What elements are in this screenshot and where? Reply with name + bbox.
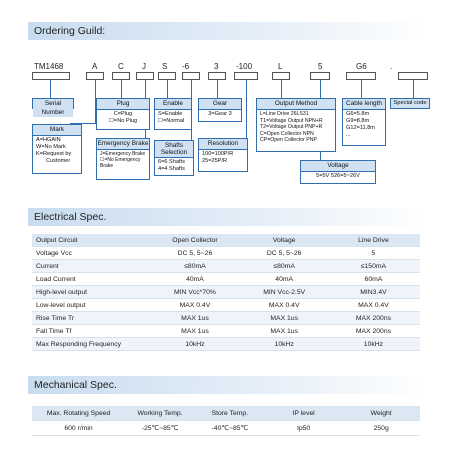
table-cell: Fall Time Tf	[32, 325, 148, 338]
box-line: T1=Voltage Output NPN+R	[260, 117, 323, 124]
connector-line	[246, 80, 247, 138]
code-slot	[182, 72, 200, 80]
mark-box	[32, 124, 82, 174]
box-line: CP=Open Collector PNP	[260, 137, 317, 143]
table-cell: DC 5, 5~26	[148, 247, 241, 260]
table-cell: MAX 200ns	[327, 312, 420, 325]
table-cell: 10kHz	[242, 338, 327, 351]
box-header: Voltage	[301, 161, 375, 172]
box-line: W=No Mark	[36, 144, 66, 150]
box-header: Emergency Brake	[97, 139, 149, 150]
table-cell: MAX 200ns	[327, 325, 420, 338]
table-cell: 60mA	[327, 273, 420, 286]
table-cell: 600 r/min	[32, 421, 125, 436]
box-line: K=Request by	[36, 151, 72, 157]
model-code: J	[142, 62, 146, 71]
table-cell: MIN Vcc-2.5V	[242, 286, 327, 299]
table-cell: Ip50	[265, 421, 343, 436]
table-cell: MAX 1us	[242, 312, 327, 325]
table-row	[32, 299, 420, 312]
gear-box	[198, 98, 242, 122]
table-cell: 40mA	[148, 273, 241, 286]
table-cell: ≤80mA	[148, 260, 241, 273]
table-cell: DC 5, 5~26	[242, 247, 327, 260]
box-line: 25=25P/R	[202, 158, 228, 164]
model-code: -100	[236, 62, 253, 71]
table-cell: Load Current	[32, 273, 148, 286]
box-header: Plug	[97, 99, 149, 110]
box-line: G12=11.8m	[346, 125, 375, 131]
table-row	[32, 421, 420, 436]
code-slot	[398, 72, 428, 80]
model-code: -6	[182, 62, 190, 71]
table-cell: Rise Time Tr	[32, 312, 148, 325]
code-slot	[136, 72, 154, 80]
table-row	[32, 260, 420, 273]
box-line: 5=5V 526=5~26V	[316, 173, 360, 179]
table-cell: MAX 1us	[148, 325, 241, 338]
box-line: J=Emergency Brake	[100, 151, 146, 157]
emergency-brake-box	[96, 138, 150, 180]
column-header: Open Collector	[148, 234, 241, 247]
code-slot	[86, 72, 104, 80]
connector-line	[281, 80, 282, 98]
table-cell: MAX 0.4V	[327, 299, 420, 312]
code-slot	[112, 72, 130, 80]
box-header: Shafts Selection	[155, 141, 193, 158]
model-code: S	[162, 62, 168, 71]
box-line: 4=4 Shafts	[158, 166, 185, 172]
table-cell: Low-level output	[32, 299, 148, 312]
box-line: C=Open Collector NPN	[260, 130, 314, 137]
table-cell: 40mA	[242, 273, 327, 286]
model-code: C	[118, 62, 124, 71]
table-cell: MIN3.4V	[327, 286, 420, 299]
code-slot	[234, 72, 258, 80]
box-header: Enable	[155, 99, 191, 110]
table-row	[32, 247, 420, 260]
table-cell: 10kHz	[327, 338, 420, 351]
connector-line	[50, 80, 51, 98]
box-line: ...	[346, 132, 351, 138]
table-cell: ≤80mA	[242, 260, 327, 273]
table-row	[32, 312, 420, 325]
code-slot	[158, 72, 176, 80]
code-slot	[346, 72, 376, 80]
output-method-box	[256, 98, 336, 152]
column-header: Weight	[342, 406, 420, 421]
box-line: ☐=Normal	[158, 118, 185, 124]
column-header: Store Temp.	[195, 406, 265, 421]
column-header: Output Circuit	[32, 234, 148, 247]
column-header: Working Temp.	[125, 406, 195, 421]
connector-line	[413, 80, 414, 98]
box-header: Special code	[391, 99, 429, 108]
table-cell: Current	[32, 260, 148, 273]
serial-number-box	[32, 98, 74, 116]
column-header: Max. Rotating Speed	[32, 406, 125, 421]
table-cell: MAX 1us	[148, 312, 241, 325]
table-cell: MIN Vcc*70%	[148, 286, 241, 299]
ordering-section-title: Ordering Guild:	[28, 22, 428, 40]
box-line: G6=5.8m	[346, 111, 370, 117]
shafts-selection-box	[154, 140, 194, 176]
mechanical-spec-table	[32, 406, 420, 436]
table-header-row	[32, 234, 420, 247]
box-line: L=Line Drive 26LS31	[260, 111, 309, 117]
resolution-box	[198, 138, 248, 172]
box-line: 100=100P/R	[202, 151, 234, 157]
table-cell: MAX 1us	[242, 325, 327, 338]
model-code: L	[278, 62, 283, 71]
code-slot	[272, 72, 290, 80]
special-code-box	[390, 98, 430, 109]
box-line: Customer	[46, 158, 71, 164]
plug-box	[96, 98, 150, 130]
box-line: C=Plug	[113, 111, 133, 117]
table-cell: High-level output	[32, 286, 148, 299]
voltage-box	[300, 160, 376, 184]
electrical-section-title: Electrical Spec.	[28, 208, 428, 226]
model-code: 5	[318, 62, 323, 71]
box-header: Gear	[199, 99, 241, 110]
table-cell: Max Responding Frequency	[32, 338, 148, 351]
table-row	[32, 273, 420, 286]
table-cell: 250g	[342, 421, 420, 436]
column-header: IP level	[265, 406, 343, 421]
enable-box	[154, 98, 192, 130]
model-code: TM1468	[34, 62, 64, 71]
model-code: .	[390, 62, 393, 71]
table-cell: Voltage Vcc	[32, 247, 148, 260]
table-row	[32, 325, 420, 338]
code-slot	[208, 72, 226, 80]
electrical-spec-table	[32, 234, 420, 351]
connector-line	[217, 80, 218, 98]
table-row	[32, 338, 420, 351]
box-line: S=Enable	[158, 111, 183, 117]
box-line: T2=Voltage Output PNP+R	[260, 124, 323, 130]
box-header: Cable length	[343, 99, 385, 110]
box-line: A=HGAIN	[36, 137, 61, 143]
table-cell: 10kHz	[148, 338, 241, 351]
table-header-row	[32, 406, 420, 421]
mechanical-section-title: Mechanical Spec.	[28, 376, 428, 394]
table-cell: ≤150mA	[327, 260, 420, 273]
column-header: Voltage	[242, 234, 327, 247]
box-header: Resolution	[199, 139, 247, 150]
box-header: Serial Number	[33, 99, 73, 117]
connector-line	[121, 80, 122, 98]
code-slot	[32, 72, 70, 80]
table-cell: MAX 0.4V	[242, 299, 327, 312]
cable-length-box	[342, 98, 386, 146]
code-slot	[310, 72, 330, 80]
box-line: 6=6 Shafts	[158, 159, 185, 165]
table-cell: -40℃~85℃	[195, 421, 265, 436]
box-header: Mark	[33, 125, 81, 136]
connector-line	[167, 80, 168, 98]
column-header: Line Drive	[327, 234, 420, 247]
connector-line	[361, 80, 362, 98]
box-line: 3=Gear 3	[208, 111, 232, 117]
table-cell: MAX 0.4V	[148, 299, 241, 312]
table-cell: 5	[327, 247, 420, 260]
box-line: ☐=No Plug	[108, 118, 138, 124]
box-line: G9=8.8m	[346, 118, 370, 124]
table-cell: -25℃~85℃	[125, 421, 195, 436]
model-code: 3	[214, 62, 219, 71]
box-line: ☐=No Emergency Brake	[100, 157, 141, 169]
table-row	[32, 286, 420, 299]
model-code: A	[92, 62, 98, 71]
box-header: Output Method	[257, 99, 335, 110]
model-code: G6	[356, 62, 367, 71]
